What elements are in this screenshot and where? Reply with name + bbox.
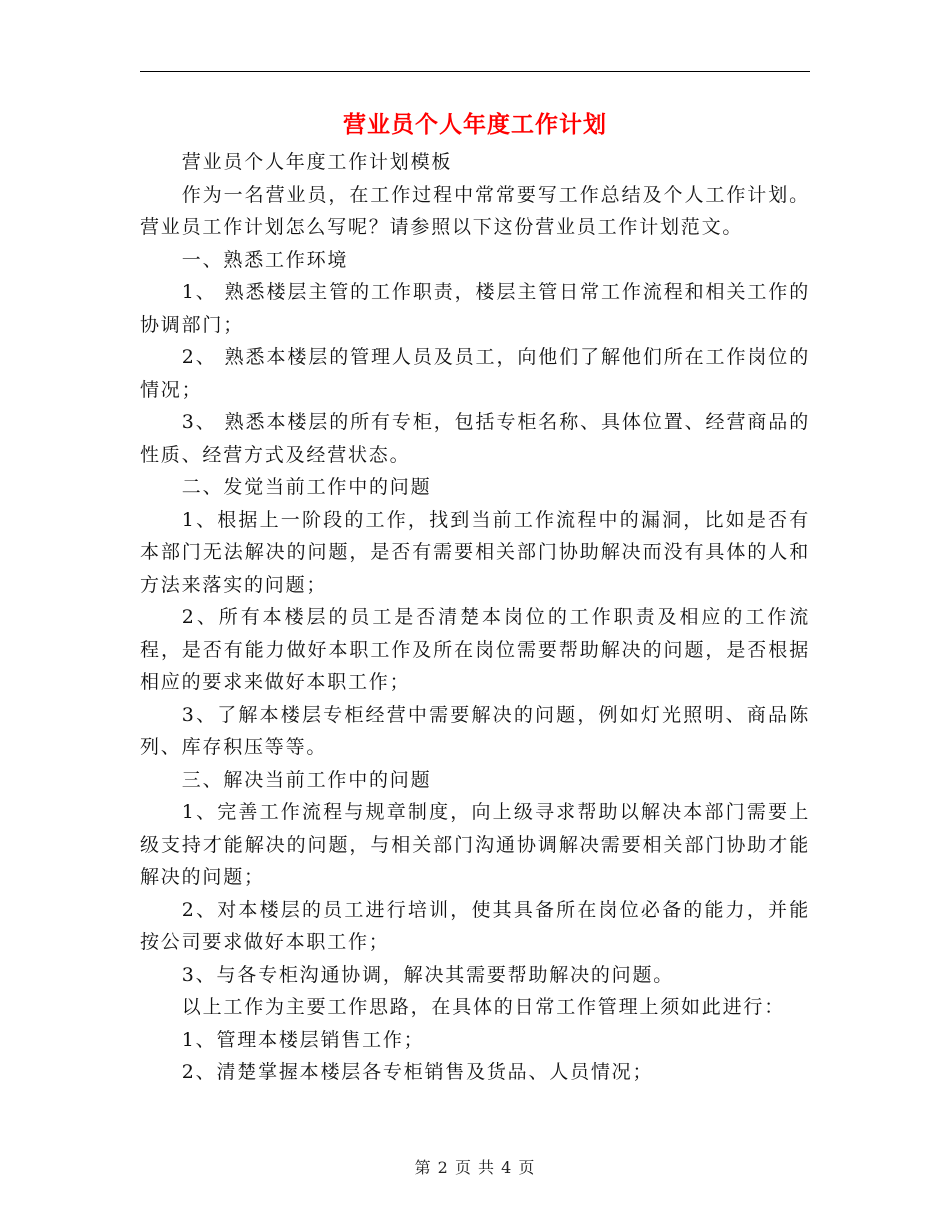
page-number-footer: 第 2 页 共 4 页 [414,1158,536,1177]
list-item: 3、 熟悉本楼层的所有专柜，包括专柜名称、具体位置、经营商品的性质、经营方式及经营状态。 [140,411,810,466]
list-item: 3、与各专柜沟通协调，解决其需要帮助解决的问题。 [181,963,675,986]
list-item: 1、完善工作流程与规章制度，向上级寻求帮助以解决本部门需要上级支持才能解决的问题，与相关部门沟通协调解决需要相关部门协助才能解决的问题； [140,801,810,888]
section-heading-1: 一、熟悉工作环境 [181,248,349,271]
document-title: 营业员个人年度工作计划 [343,111,607,138]
list-item: 3、了解本楼层专柜经营中需要解决的问题，例如灯光照明、商品陈列、库存积压等等。 [140,703,810,758]
list-item: 1、 熟悉楼层主管的工作职责，楼层主管日常工作流程和相关工作的协调部门； [140,281,810,336]
paragraph-subtitle: 营业员个人年度工作计划模板 [181,151,453,173]
list-item: 1、根据上一阶段的工作，找到当前工作流程中的漏洞，比如是否有本部门无法解决的问题，是否有需要相关部门协助解决而没有具体的人和方法来落实的问题； [140,508,810,596]
section-heading-3: 三、解决当前工作中的问题 [181,768,432,791]
header-rule [140,71,810,72]
list-item: 2、 熟悉本楼层的管理人员及员工，向他们了解他们所在工作岗位的情况； [140,346,810,401]
list-item: 2、所有本楼层的员工是否清楚本岗位的工作职责及相应的工作流程，是否有能力做好本职工作及所在岗位需要帮助解决的问题，是否根据相应的要求来做好本职工作； [140,606,810,693]
paragraph-summary: 以上工作为主要工作思路，在具体的日常工作管理上须如此进行： [181,996,785,1018]
list-item: 2、清楚掌握本楼层各专柜销售及货品、人员情况； [181,1061,654,1083]
list-item: 2、对本楼层的员工进行培训，使其具备所在岗位必备的能力，并能按公司要求做好本职工作； [140,898,810,953]
document-body [140,146,810,1089]
section-heading-2: 二、发觉当前工作中的问题 [181,476,432,498]
list-item: 1、管理本楼层销售工作； [181,1028,425,1051]
paragraph-intro: 作为一名营业员，在工作过程中常常要写工作总结及个人工作计划。营业员工作计划怎么写呢？请参照以下这份营业员工作计划范文。 [140,183,810,238]
